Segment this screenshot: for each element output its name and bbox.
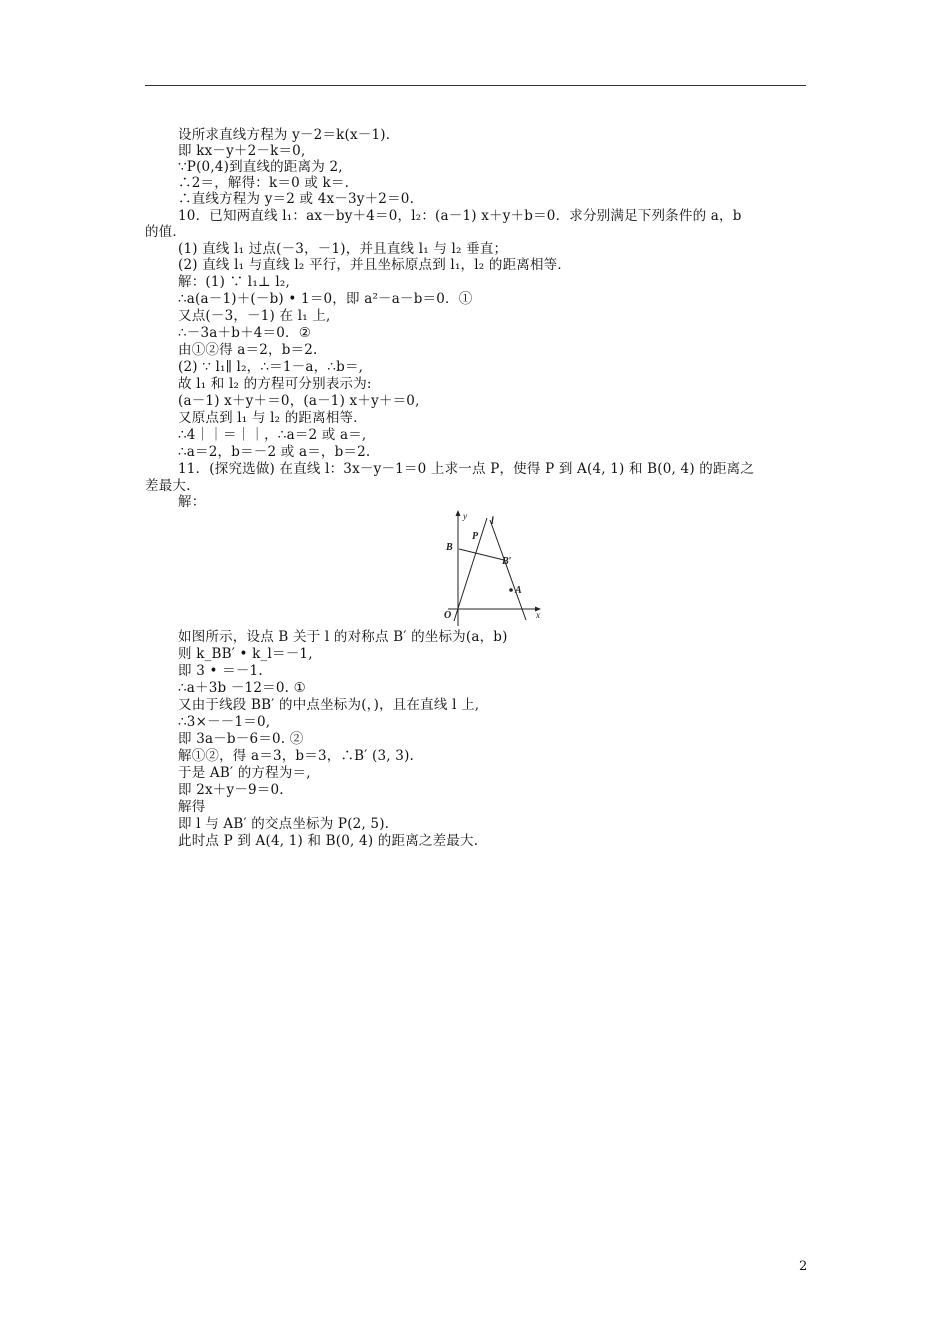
problem-10-statement: 10．已知两直线 l₁：ax－by＋4＝0，l₂：(a－1) x＋y＋b＝0．求分别满足下列条件的 a，b	[178, 208, 742, 224]
text-line: 则 k_BB′ • k_l＝－1,	[178, 646, 313, 662]
text-line: ∴－3a＋b＋4＝0．②	[178, 325, 312, 341]
header-rule	[145, 85, 806, 86]
text-line: 解得	[178, 799, 206, 815]
text-line: ∴2＝，解得：k＝0 或 k＝.	[178, 175, 350, 191]
text-line: 解：	[178, 494, 206, 510]
text-line: 又原点到 l₁ 与 l₂ 的距离相等．	[178, 410, 367, 426]
text-line: ∵P(0,4)到直线的距离为 2,	[178, 159, 343, 175]
text-line: ∴a＝2，b＝－2 或 a＝，b＝2.	[178, 444, 371, 460]
point-a-dot	[509, 588, 513, 592]
line-a-p	[454, 518, 487, 621]
x-axis-label: x	[536, 610, 540, 620]
text-line: 故 l₁ 和 l₂ 的方程可分别表示为:	[178, 376, 372, 392]
y-axis-arrow	[456, 510, 461, 516]
text-line: ∴a(a－1)＋(－b) • 1＝0，即 a²－a－b＝0．①	[178, 291, 473, 307]
line-l-label: l	[491, 516, 494, 527]
text-line: 差最大.	[145, 478, 191, 494]
text-line: 如图所示，设点 B 关于 l 的对称点 B′ 的坐标为(a，b)	[178, 629, 508, 645]
text-line: (a－1) x＋y＋＝0，(a－1) x＋y＋＝0,	[178, 393, 420, 409]
text-line: ∴a＋3b －12＝0. ①	[178, 680, 306, 696]
text-line: 即 3 • ＝－1.	[178, 663, 263, 679]
point-p-label: P	[472, 531, 479, 542]
text-line: 又由于线段 BB′ 的中点坐标为(，)，且在直线 l 上,	[178, 697, 480, 713]
line-l	[490, 520, 526, 620]
text-line: 又点(－3，－1) 在 l₁ 上,	[178, 308, 331, 324]
text-line: (2) 直线 l₁ 与直线 l₂ 平行，并且坐标原点到 l₁，l₂ 的距离相等．	[178, 257, 572, 273]
text-line: 即 kx－y＋2－k＝0,	[178, 143, 306, 159]
text-line: 的值．	[145, 224, 187, 240]
point-bprime-label: B′	[502, 556, 512, 567]
geometry-figure	[430, 508, 548, 628]
text-line: (1) 直线 l₁ 过点(－3，－1)，并且直线 l₁ 与 l₂ 垂直；	[178, 241, 508, 257]
text-line: (2) ∵ l₁∥ l₂，∴＝1－a，∴b＝,	[178, 359, 364, 375]
text-line: ∴4｜｜＝｜｜，∴a＝2 或 a＝,	[178, 427, 367, 443]
y-axis-label: y	[463, 511, 467, 521]
text-line: 解①②，得 a＝3，b＝3，∴B′ (3, 3).	[178, 748, 415, 764]
text-line: 解：(1) ∵ l₁⊥ l₂,	[178, 274, 290, 290]
text-line: 由①②得 a＝2，b＝2.	[178, 342, 318, 358]
page-number: 2	[799, 1259, 808, 1274]
text-line: 即 3a－b－6＝0. ②	[178, 731, 304, 747]
segment-b-bprime	[459, 549, 504, 560]
origin-label: O	[444, 610, 452, 621]
text-line: 此时点 P 到 A(4, 1) 和 B(0, 4) 的距离之差最大.	[178, 833, 479, 849]
point-b-label: B	[446, 542, 453, 553]
text-line: ∴3×－－1＝0,	[178, 714, 271, 730]
point-a-label: A	[515, 585, 522, 596]
text-line: 设所求直线方程为 y－2＝k(x－1)．	[178, 127, 400, 143]
text-line: 即 2x＋y－9＝0.	[178, 782, 284, 798]
text-line: 即 l 与 AB′ 的交点坐标为 P(2, 5).	[178, 816, 390, 832]
text-line: ∴直线方程为 y＝2 或 4x－3y＋2＝0.	[178, 191, 415, 207]
text-line: 于是 AB′ 的方程为＝,	[178, 765, 311, 781]
problem-11-statement: 11．(探究选做) 在直线 l：3x－y－1＝0 上求一点 P，使得 P 到 A(4, 1) 和 B(0, 4) 的距离之	[178, 461, 755, 477]
